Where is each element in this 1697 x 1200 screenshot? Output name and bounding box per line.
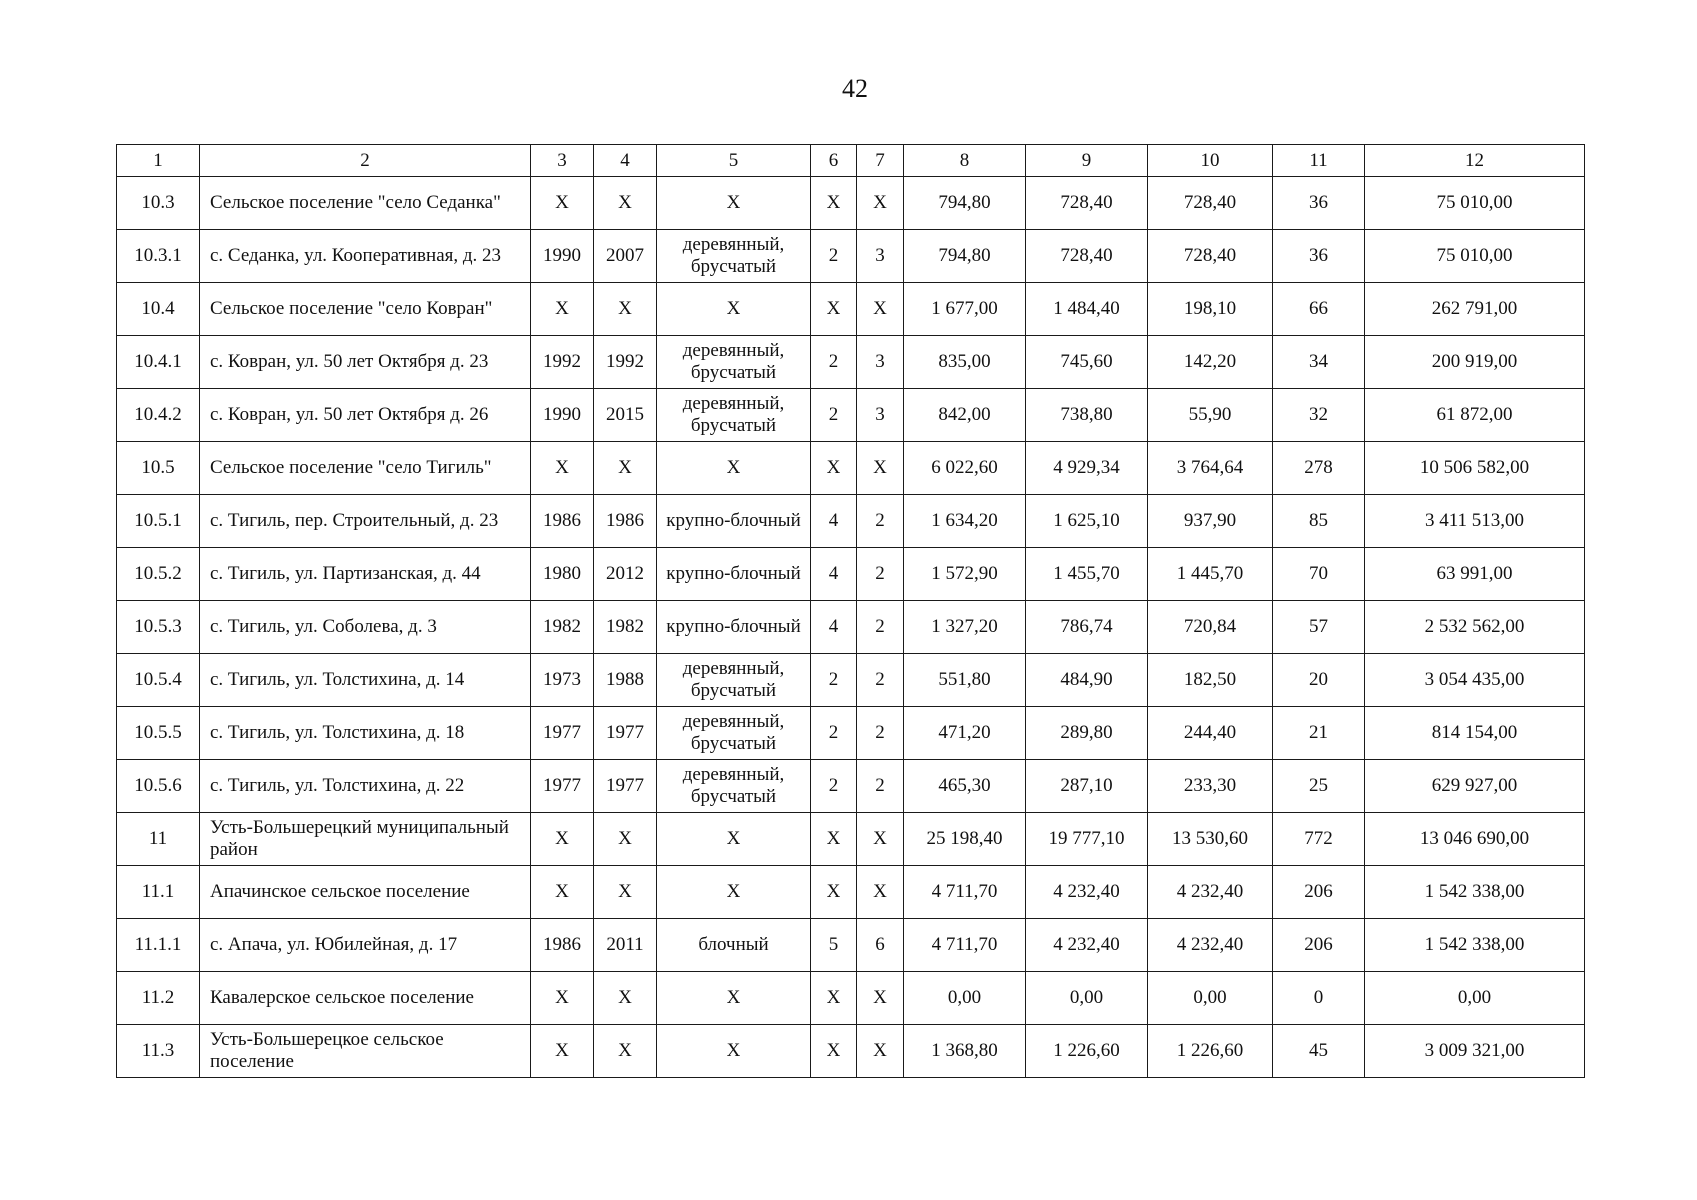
column-header: 8 — [904, 145, 1026, 177]
cell-living-area: 738,80 — [1026, 389, 1148, 442]
cell-floors: 2 — [811, 760, 857, 813]
cell-year-recognized: X — [594, 866, 657, 919]
cell-entrances: 2 — [857, 654, 904, 707]
cell-entrances: 2 — [857, 495, 904, 548]
cell-residents: 32 — [1273, 389, 1365, 442]
table-row — [117, 601, 1585, 654]
cell-year-recognized: 1988 — [594, 654, 657, 707]
cell-wall-material: деревянный, брусчатый — [657, 230, 811, 283]
cell-entrances: X — [857, 866, 904, 919]
cell-year-built: 1986 — [531, 495, 594, 548]
cell-item-number: 10.5.6 — [117, 760, 200, 813]
table-row — [117, 813, 1585, 866]
cell-cost: 262 791,00 — [1365, 283, 1585, 336]
cell-total-area: 4 711,70 — [904, 919, 1026, 972]
cell-item-number: 10.5.2 — [117, 548, 200, 601]
cell-residents: 66 — [1273, 283, 1365, 336]
cell-item-number: 11.1 — [117, 866, 200, 919]
cell-residents: 70 — [1273, 548, 1365, 601]
cell-year-built: 1977 — [531, 707, 594, 760]
cell-wall-material: X — [657, 1025, 811, 1078]
cell-residents: 772 — [1273, 813, 1365, 866]
cell-area-3: 182,50 — [1148, 654, 1273, 707]
cell-name: Апачинское сельское поселение — [200, 866, 531, 919]
cell-year-built: X — [531, 283, 594, 336]
cell-entrances: X — [857, 283, 904, 336]
cell-living-area: 19 777,10 — [1026, 813, 1148, 866]
housing-table — [116, 144, 1585, 1078]
cell-cost: 814 154,00 — [1365, 707, 1585, 760]
cell-year-recognized: 1982 — [594, 601, 657, 654]
cell-name: с. Седанка, ул. Кооперативная, д. 23 — [200, 230, 531, 283]
cell-year-recognized: X — [594, 283, 657, 336]
cell-cost: 13 046 690,00 — [1365, 813, 1585, 866]
column-header: 7 — [857, 145, 904, 177]
cell-area-3: 233,30 — [1148, 760, 1273, 813]
cell-living-area: 728,40 — [1026, 177, 1148, 230]
cell-name: с. Тигиль, ул. Толстихина, д. 14 — [200, 654, 531, 707]
cell-item-number: 11.1.1 — [117, 919, 200, 972]
cell-wall-material: деревянный, брусчатый — [657, 654, 811, 707]
cell-entrances: 2 — [857, 760, 904, 813]
cell-year-built: 1982 — [531, 601, 594, 654]
cell-floors: 4 — [811, 495, 857, 548]
cell-item-number: 10.4.1 — [117, 336, 200, 389]
column-header: 5 — [657, 145, 811, 177]
cell-entrances: X — [857, 177, 904, 230]
cell-floors: X — [811, 1025, 857, 1078]
cell-cost: 75 010,00 — [1365, 230, 1585, 283]
cell-year-built: 1992 — [531, 336, 594, 389]
cell-cost: 63 991,00 — [1365, 548, 1585, 601]
cell-year-recognized: 2012 — [594, 548, 657, 601]
column-header: 3 — [531, 145, 594, 177]
cell-residents: 206 — [1273, 919, 1365, 972]
cell-year-built: 1980 — [531, 548, 594, 601]
cell-wall-material: X — [657, 177, 811, 230]
cell-residents: 57 — [1273, 601, 1365, 654]
table-body — [117, 177, 1585, 1078]
cell-living-area: 4 232,40 — [1026, 919, 1148, 972]
cell-living-area: 745,60 — [1026, 336, 1148, 389]
cell-wall-material: X — [657, 442, 811, 495]
cell-cost: 61 872,00 — [1365, 389, 1585, 442]
cell-total-area: 1 368,80 — [904, 1025, 1026, 1078]
cell-year-recognized: X — [594, 177, 657, 230]
cell-entrances: X — [857, 442, 904, 495]
cell-living-area: 1 484,40 — [1026, 283, 1148, 336]
table-row — [117, 972, 1585, 1025]
cell-cost: 0,00 — [1365, 972, 1585, 1025]
cell-floors: 2 — [811, 654, 857, 707]
cell-floors: X — [811, 442, 857, 495]
cell-name: Сельское поселение "село Седанка" — [200, 177, 531, 230]
cell-item-number: 10.5.3 — [117, 601, 200, 654]
cell-cost: 1 542 338,00 — [1365, 919, 1585, 972]
cell-floors: 2 — [811, 336, 857, 389]
cell-area-3: 0,00 — [1148, 972, 1273, 1025]
cell-cost: 1 542 338,00 — [1365, 866, 1585, 919]
cell-residents: 36 — [1273, 230, 1365, 283]
cell-name: с. Ковран, ул. 50 лет Октября д. 23 — [200, 336, 531, 389]
cell-year-built: X — [531, 866, 594, 919]
cell-year-built: 1977 — [531, 760, 594, 813]
column-header: 4 — [594, 145, 657, 177]
cell-living-area: 0,00 — [1026, 972, 1148, 1025]
cell-total-area: 465,30 — [904, 760, 1026, 813]
table-row — [117, 760, 1585, 813]
cell-cost: 3 054 435,00 — [1365, 654, 1585, 707]
cell-entrances: X — [857, 1025, 904, 1078]
column-header: 6 — [811, 145, 857, 177]
table-row — [117, 548, 1585, 601]
cell-living-area: 1 625,10 — [1026, 495, 1148, 548]
cell-living-area: 1 226,60 — [1026, 1025, 1148, 1078]
cell-wall-material: крупно-блочный — [657, 548, 811, 601]
table-row — [117, 919, 1585, 972]
cell-name: Сельское поселение "село Ковран" — [200, 283, 531, 336]
cell-year-recognized: X — [594, 813, 657, 866]
cell-floors: 5 — [811, 919, 857, 972]
cell-year-built: 1990 — [531, 230, 594, 283]
cell-area-3: 4 232,40 — [1148, 866, 1273, 919]
cell-year-recognized: 1992 — [594, 336, 657, 389]
cell-residents: 34 — [1273, 336, 1365, 389]
cell-cost: 10 506 582,00 — [1365, 442, 1585, 495]
cell-cost: 3 009 321,00 — [1365, 1025, 1585, 1078]
table-row — [117, 654, 1585, 707]
cell-item-number: 10.4.2 — [117, 389, 200, 442]
cell-entrances: 6 — [857, 919, 904, 972]
cell-item-number: 10.3.1 — [117, 230, 200, 283]
cell-name: с. Тигиль, пер. Строительный, д. 23 — [200, 495, 531, 548]
cell-total-area: 1 327,20 — [904, 601, 1026, 654]
cell-residents: 206 — [1273, 866, 1365, 919]
cell-year-built: X — [531, 972, 594, 1025]
cell-area-3: 1 445,70 — [1148, 548, 1273, 601]
cell-wall-material: деревянный, брусчатый — [657, 336, 811, 389]
cell-cost: 2 532 562,00 — [1365, 601, 1585, 654]
cell-name: с. Тигиль, ул. Толстихина, д. 18 — [200, 707, 531, 760]
table-row — [117, 336, 1585, 389]
cell-wall-material: деревянный, брусчатый — [657, 389, 811, 442]
table-row — [117, 495, 1585, 548]
page-number: 42 — [842, 74, 868, 103]
cell-year-built: X — [531, 1025, 594, 1078]
cell-living-area: 289,80 — [1026, 707, 1148, 760]
cell-total-area: 1 634,20 — [904, 495, 1026, 548]
cell-area-3: 720,84 — [1148, 601, 1273, 654]
cell-item-number: 10.5.4 — [117, 654, 200, 707]
cell-entrances: 3 — [857, 230, 904, 283]
cell-total-area: 794,80 — [904, 230, 1026, 283]
cell-name: Усть-Большерецкое сельское поселение — [200, 1025, 531, 1078]
cell-floors: X — [811, 283, 857, 336]
cell-residents: 21 — [1273, 707, 1365, 760]
cell-floors: X — [811, 972, 857, 1025]
cell-living-area: 4 232,40 — [1026, 866, 1148, 919]
cell-area-3: 142,20 — [1148, 336, 1273, 389]
cell-year-recognized: X — [594, 1025, 657, 1078]
cell-wall-material: деревянный, брусчатый — [657, 707, 811, 760]
cell-name: Сельское поселение "село Тигиль" — [200, 442, 531, 495]
cell-entrances: 2 — [857, 601, 904, 654]
cell-entrances: 2 — [857, 548, 904, 601]
cell-total-area: 1 572,90 — [904, 548, 1026, 601]
cell-area-3: 55,90 — [1148, 389, 1273, 442]
table-row — [117, 230, 1585, 283]
cell-year-recognized: 2011 — [594, 919, 657, 972]
cell-area-3: 13 530,60 — [1148, 813, 1273, 866]
cell-year-built: 1986 — [531, 919, 594, 972]
table-row — [117, 1025, 1585, 1078]
cell-name: с. Тигиль, ул. Соболева, д. 3 — [200, 601, 531, 654]
cell-entrances: 2 — [857, 707, 904, 760]
cell-name: Кавалерское сельское поселение — [200, 972, 531, 1025]
cell-total-area: 6 022,60 — [904, 442, 1026, 495]
cell-wall-material: X — [657, 813, 811, 866]
cell-item-number: 10.5 — [117, 442, 200, 495]
cell-residents: 36 — [1273, 177, 1365, 230]
cell-area-3: 728,40 — [1148, 177, 1273, 230]
cell-living-area: 484,90 — [1026, 654, 1148, 707]
cell-year-recognized: 2015 — [594, 389, 657, 442]
table-row — [117, 389, 1585, 442]
cell-entrances: 3 — [857, 336, 904, 389]
cell-area-3: 3 764,64 — [1148, 442, 1273, 495]
cell-residents: 278 — [1273, 442, 1365, 495]
cell-floors: X — [811, 866, 857, 919]
table-row — [117, 707, 1585, 760]
table-row — [117, 442, 1585, 495]
cell-total-area: 471,20 — [904, 707, 1026, 760]
cell-item-number: 11.3 — [117, 1025, 200, 1078]
cell-residents: 20 — [1273, 654, 1365, 707]
cell-floors: 2 — [811, 389, 857, 442]
cell-wall-material: крупно-блочный — [657, 495, 811, 548]
column-header: 10 — [1148, 145, 1273, 177]
cell-cost: 75 010,00 — [1365, 177, 1585, 230]
cell-floors: 2 — [811, 707, 857, 760]
cell-year-built: X — [531, 813, 594, 866]
cell-living-area: 786,74 — [1026, 601, 1148, 654]
column-header: 1 — [117, 145, 200, 177]
cell-year-built: 1990 — [531, 389, 594, 442]
cell-year-recognized: X — [594, 972, 657, 1025]
cell-name: с. Апача, ул. Юбилейная, д. 17 — [200, 919, 531, 972]
cell-area-3: 728,40 — [1148, 230, 1273, 283]
cell-year-built: X — [531, 177, 594, 230]
cell-year-recognized: 1977 — [594, 760, 657, 813]
cell-total-area: 4 711,70 — [904, 866, 1026, 919]
cell-wall-material: блочный — [657, 919, 811, 972]
cell-floors: 2 — [811, 230, 857, 283]
cell-item-number: 10.3 — [117, 177, 200, 230]
cell-wall-material: X — [657, 283, 811, 336]
cell-area-3: 937,90 — [1148, 495, 1273, 548]
cell-name: с. Тигиль, ул. Толстихина, д. 22 — [200, 760, 531, 813]
cell-wall-material: X — [657, 972, 811, 1025]
cell-total-area: 842,00 — [904, 389, 1026, 442]
cell-floors: 4 — [811, 601, 857, 654]
cell-floors: X — [811, 813, 857, 866]
cell-residents: 85 — [1273, 495, 1365, 548]
cell-living-area: 728,40 — [1026, 230, 1148, 283]
cell-floors: X — [811, 177, 857, 230]
cell-entrances: 3 — [857, 389, 904, 442]
cell-residents: 25 — [1273, 760, 1365, 813]
cell-total-area: 1 677,00 — [904, 283, 1026, 336]
column-header: 9 — [1026, 145, 1148, 177]
table-header-row — [117, 145, 1585, 177]
cell-residents: 45 — [1273, 1025, 1365, 1078]
cell-year-recognized: 1986 — [594, 495, 657, 548]
cell-total-area: 794,80 — [904, 177, 1026, 230]
cell-residents: 0 — [1273, 972, 1365, 1025]
cell-item-number: 10.5.1 — [117, 495, 200, 548]
cell-year-recognized: X — [594, 442, 657, 495]
cell-year-built: 1973 — [531, 654, 594, 707]
cell-item-number: 11 — [117, 813, 200, 866]
cell-name: с. Ковран, ул. 50 лет Октября д. 26 — [200, 389, 531, 442]
cell-area-3: 1 226,60 — [1148, 1025, 1273, 1078]
column-header: 12 — [1365, 145, 1585, 177]
cell-area-3: 198,10 — [1148, 283, 1273, 336]
cell-year-recognized: 2007 — [594, 230, 657, 283]
cell-wall-material: крупно-блочный — [657, 601, 811, 654]
cell-wall-material: X — [657, 866, 811, 919]
cell-year-recognized: 1977 — [594, 707, 657, 760]
cell-item-number: 10.5.5 — [117, 707, 200, 760]
cell-year-built: X — [531, 442, 594, 495]
cell-living-area: 4 929,34 — [1026, 442, 1148, 495]
cell-living-area: 287,10 — [1026, 760, 1148, 813]
table-row — [117, 866, 1585, 919]
cell-total-area: 835,00 — [904, 336, 1026, 389]
table-row — [117, 283, 1585, 336]
column-header: 2 — [200, 145, 531, 177]
cell-item-number: 10.4 — [117, 283, 200, 336]
column-header: 11 — [1273, 145, 1365, 177]
table-row — [117, 177, 1585, 230]
cell-area-3: 4 232,40 — [1148, 919, 1273, 972]
cell-floors: 4 — [811, 548, 857, 601]
cell-name: Усть-Большерецкий муниципальный район — [200, 813, 531, 866]
cell-area-3: 244,40 — [1148, 707, 1273, 760]
cell-cost: 629 927,00 — [1365, 760, 1585, 813]
cell-entrances: X — [857, 972, 904, 1025]
cell-total-area: 0,00 — [904, 972, 1026, 1025]
cell-wall-material: деревянный, брусчатый — [657, 760, 811, 813]
cell-name: с. Тигиль, ул. Партизанская, д. 44 — [200, 548, 531, 601]
cell-item-number: 11.2 — [117, 972, 200, 1025]
cell-entrances: X — [857, 813, 904, 866]
cell-living-area: 1 455,70 — [1026, 548, 1148, 601]
cell-cost: 3 411 513,00 — [1365, 495, 1585, 548]
cell-total-area: 551,80 — [904, 654, 1026, 707]
cell-cost: 200 919,00 — [1365, 336, 1585, 389]
cell-total-area: 25 198,40 — [904, 813, 1026, 866]
